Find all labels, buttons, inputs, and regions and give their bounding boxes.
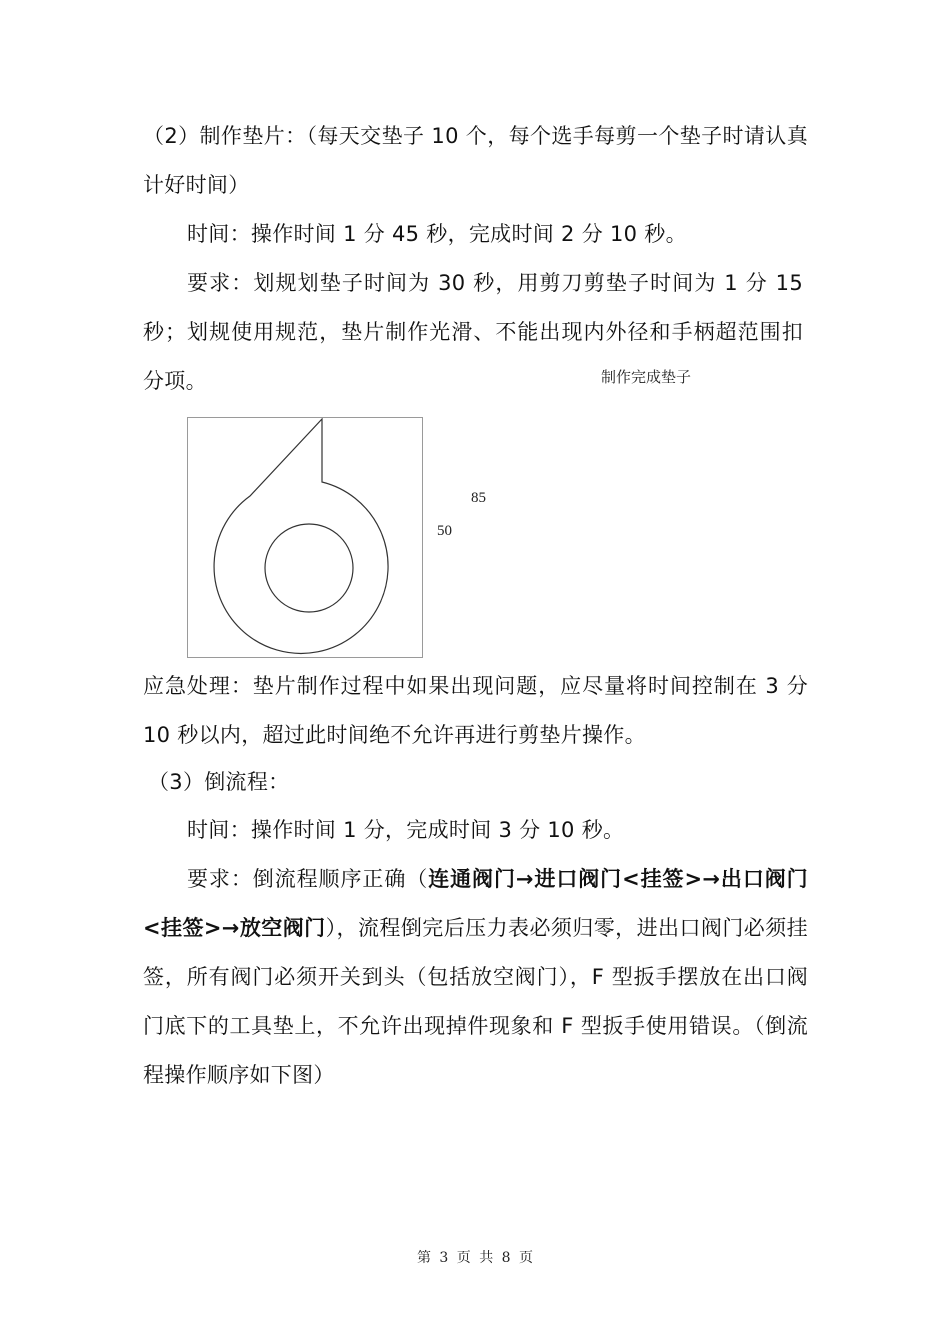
requirement-suffix: ），流程倒完后压力表必须归零，进出口阀门必须挂签，所有阀门必须开关到头（包括放空阀门），F 型扳手摆放在出口阀门底下的工具垫上，不允许出现掉件现象和 F 型扳手使用错误。（倒流程操作顺序如下图） <box>143 916 808 1087</box>
gasket-outline <box>214 419 388 653</box>
section3-time: 时间：操作时间 1 分，完成时间 3 分 10 秒。 <box>187 818 625 842</box>
page-footer: 第 3 页 共 8 页 <box>416 1250 534 1266</box>
section2-time: 时间：操作时间 1 分 45 秒，完成时间 2 分 10 秒。 <box>187 222 687 246</box>
gasket-drawing <box>188 418 424 659</box>
figure-caption: 制作完成垫子 <box>601 368 692 386</box>
section2-heading: （2）制作垫片：（每天交垫子 10 个，每个选手每剪一个垫子时请认真计好时间） <box>143 124 808 197</box>
outer-diameter-label: 85 <box>471 490 486 506</box>
gasket-inner-circle <box>265 524 353 612</box>
section3-requirement <box>143 855 808 1100</box>
inner-diameter-label: 50 <box>437 523 452 539</box>
section2-requirement: 要求：划规划垫子时间为 30 秒，用剪刀剪垫子时间为 1 分 15 秒；划规使用规范，垫片制作光滑、不能出现内外径和手柄超范围扣分项。 <box>143 271 803 393</box>
gasket-figure <box>187 417 423 658</box>
emergency-paragraph: 应急处理：垫片制作过程中如果出现问题，应尽量将时间控制在 3 分 10 秒以内，超过此时间绝不允许再进行剪垫片操作。 <box>143 674 808 747</box>
valve-sequence: 连通阀门→进口阀门<挂签>→出口阀门<挂签>→放空阀门 <box>143 867 808 940</box>
section3-heading: （3）倒流程： <box>148 770 290 794</box>
requirement-prefix: 要求：倒流程顺序正确（ <box>187 867 429 891</box>
